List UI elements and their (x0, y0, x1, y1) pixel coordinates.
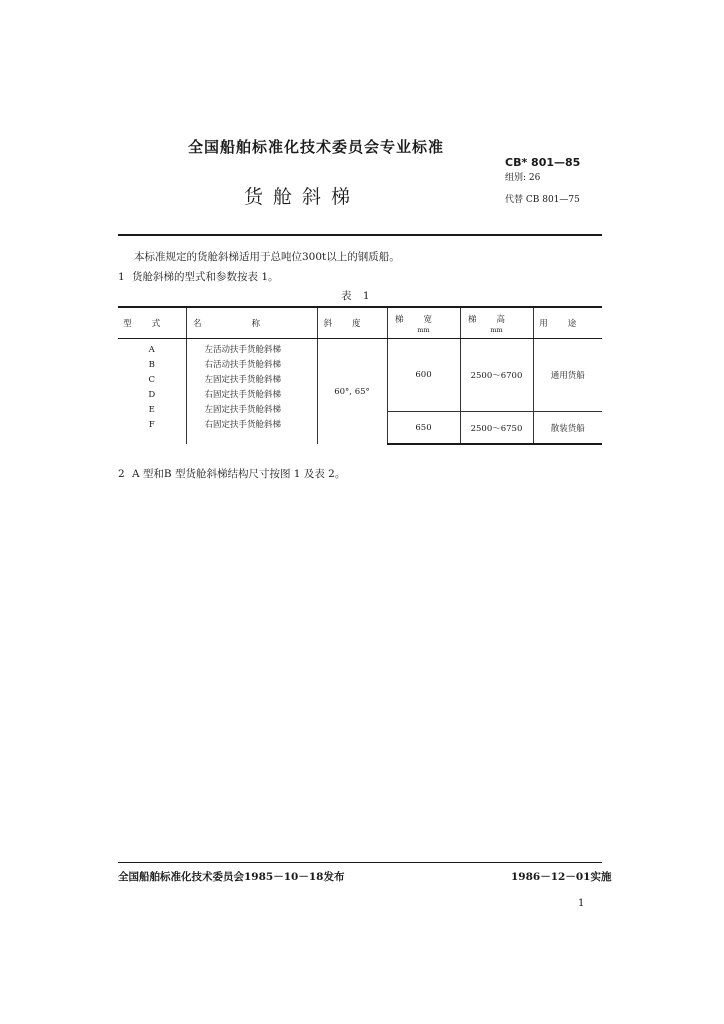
header-divider (118, 234, 602, 236)
name-cell: 右活动扶手货舱斜梯 (204, 360, 282, 370)
clause-1 (118, 269, 279, 284)
type-cell: C (148, 375, 155, 385)
header-type: 型式 (118, 307, 186, 339)
width-cell: 600 (387, 339, 460, 412)
standard-group: 组别: 26 (505, 173, 541, 183)
intro-paragraph: 本标准规定的货舱斜梯适用于总吨位300t以上的钢质船。 (134, 251, 400, 263)
header-usage: 用途 (533, 307, 602, 339)
committee-title: 全国船舶标准化技术委员会专业标准 (188, 138, 445, 156)
table-caption: 表 1 (341, 290, 374, 302)
header-width-unit: mm (417, 325, 430, 334)
type-cell: A (148, 345, 155, 355)
type-list (118, 339, 186, 445)
usage-cell: 散装货船 (533, 412, 602, 445)
replaces-standard: 代替 CB 801—75 (505, 195, 580, 205)
table-header-row (118, 307, 602, 339)
clause-2 (118, 466, 345, 481)
issued-date: 全国船舶标准化技术委员会1985－10－18发布 (118, 871, 345, 883)
width-cell: 650 (387, 412, 460, 445)
clause-2-number: 2 (118, 468, 125, 480)
name-cell: 右固定扶手货舱斜梯 (204, 420, 282, 430)
spec-table (118, 306, 602, 445)
document-title: 货舱斜梯 (244, 186, 361, 208)
usage-cell: 通用货船 (533, 339, 602, 412)
name-cell: 左活动扶手货舱斜梯 (204, 345, 282, 355)
header-height-unit: mm (490, 325, 503, 334)
name-cell: 左固定扶手货舱斜梯 (204, 405, 282, 415)
name-cell: 左固定扶手货舱斜梯 (204, 375, 282, 385)
name-list (186, 339, 317, 445)
table-row (118, 339, 602, 412)
name-cell: 右固定扶手货舱斜梯 (204, 390, 282, 400)
header-name: 名称 (186, 307, 317, 339)
header-slope: 斜度 (317, 307, 387, 339)
clause-2-text: A 型和B 型货舱斜梯结构尺寸按图 1 及表 2。 (132, 468, 346, 480)
standard-number: CB* 801—85 (505, 156, 581, 169)
height-cell: 2500～6700 (460, 339, 533, 412)
header-height: 梯高 mm (460, 307, 533, 339)
slope-cell: 60°, 65° (317, 339, 387, 445)
type-cell: F (148, 420, 155, 430)
header-width: 梯宽 mm (387, 307, 460, 339)
page-number: 1 (578, 898, 585, 909)
footer-divider (118, 862, 602, 863)
clause-1-number: 1 (118, 271, 125, 283)
effective-date: 1986－12－01实施 (511, 871, 612, 883)
type-cell: E (148, 405, 155, 415)
type-cell: D (148, 390, 156, 400)
type-cell: B (148, 360, 155, 370)
height-cell: 2500～6750 (460, 412, 533, 445)
clause-1-text: 货舱斜梯的型式和参数按表 1。 (132, 271, 279, 283)
